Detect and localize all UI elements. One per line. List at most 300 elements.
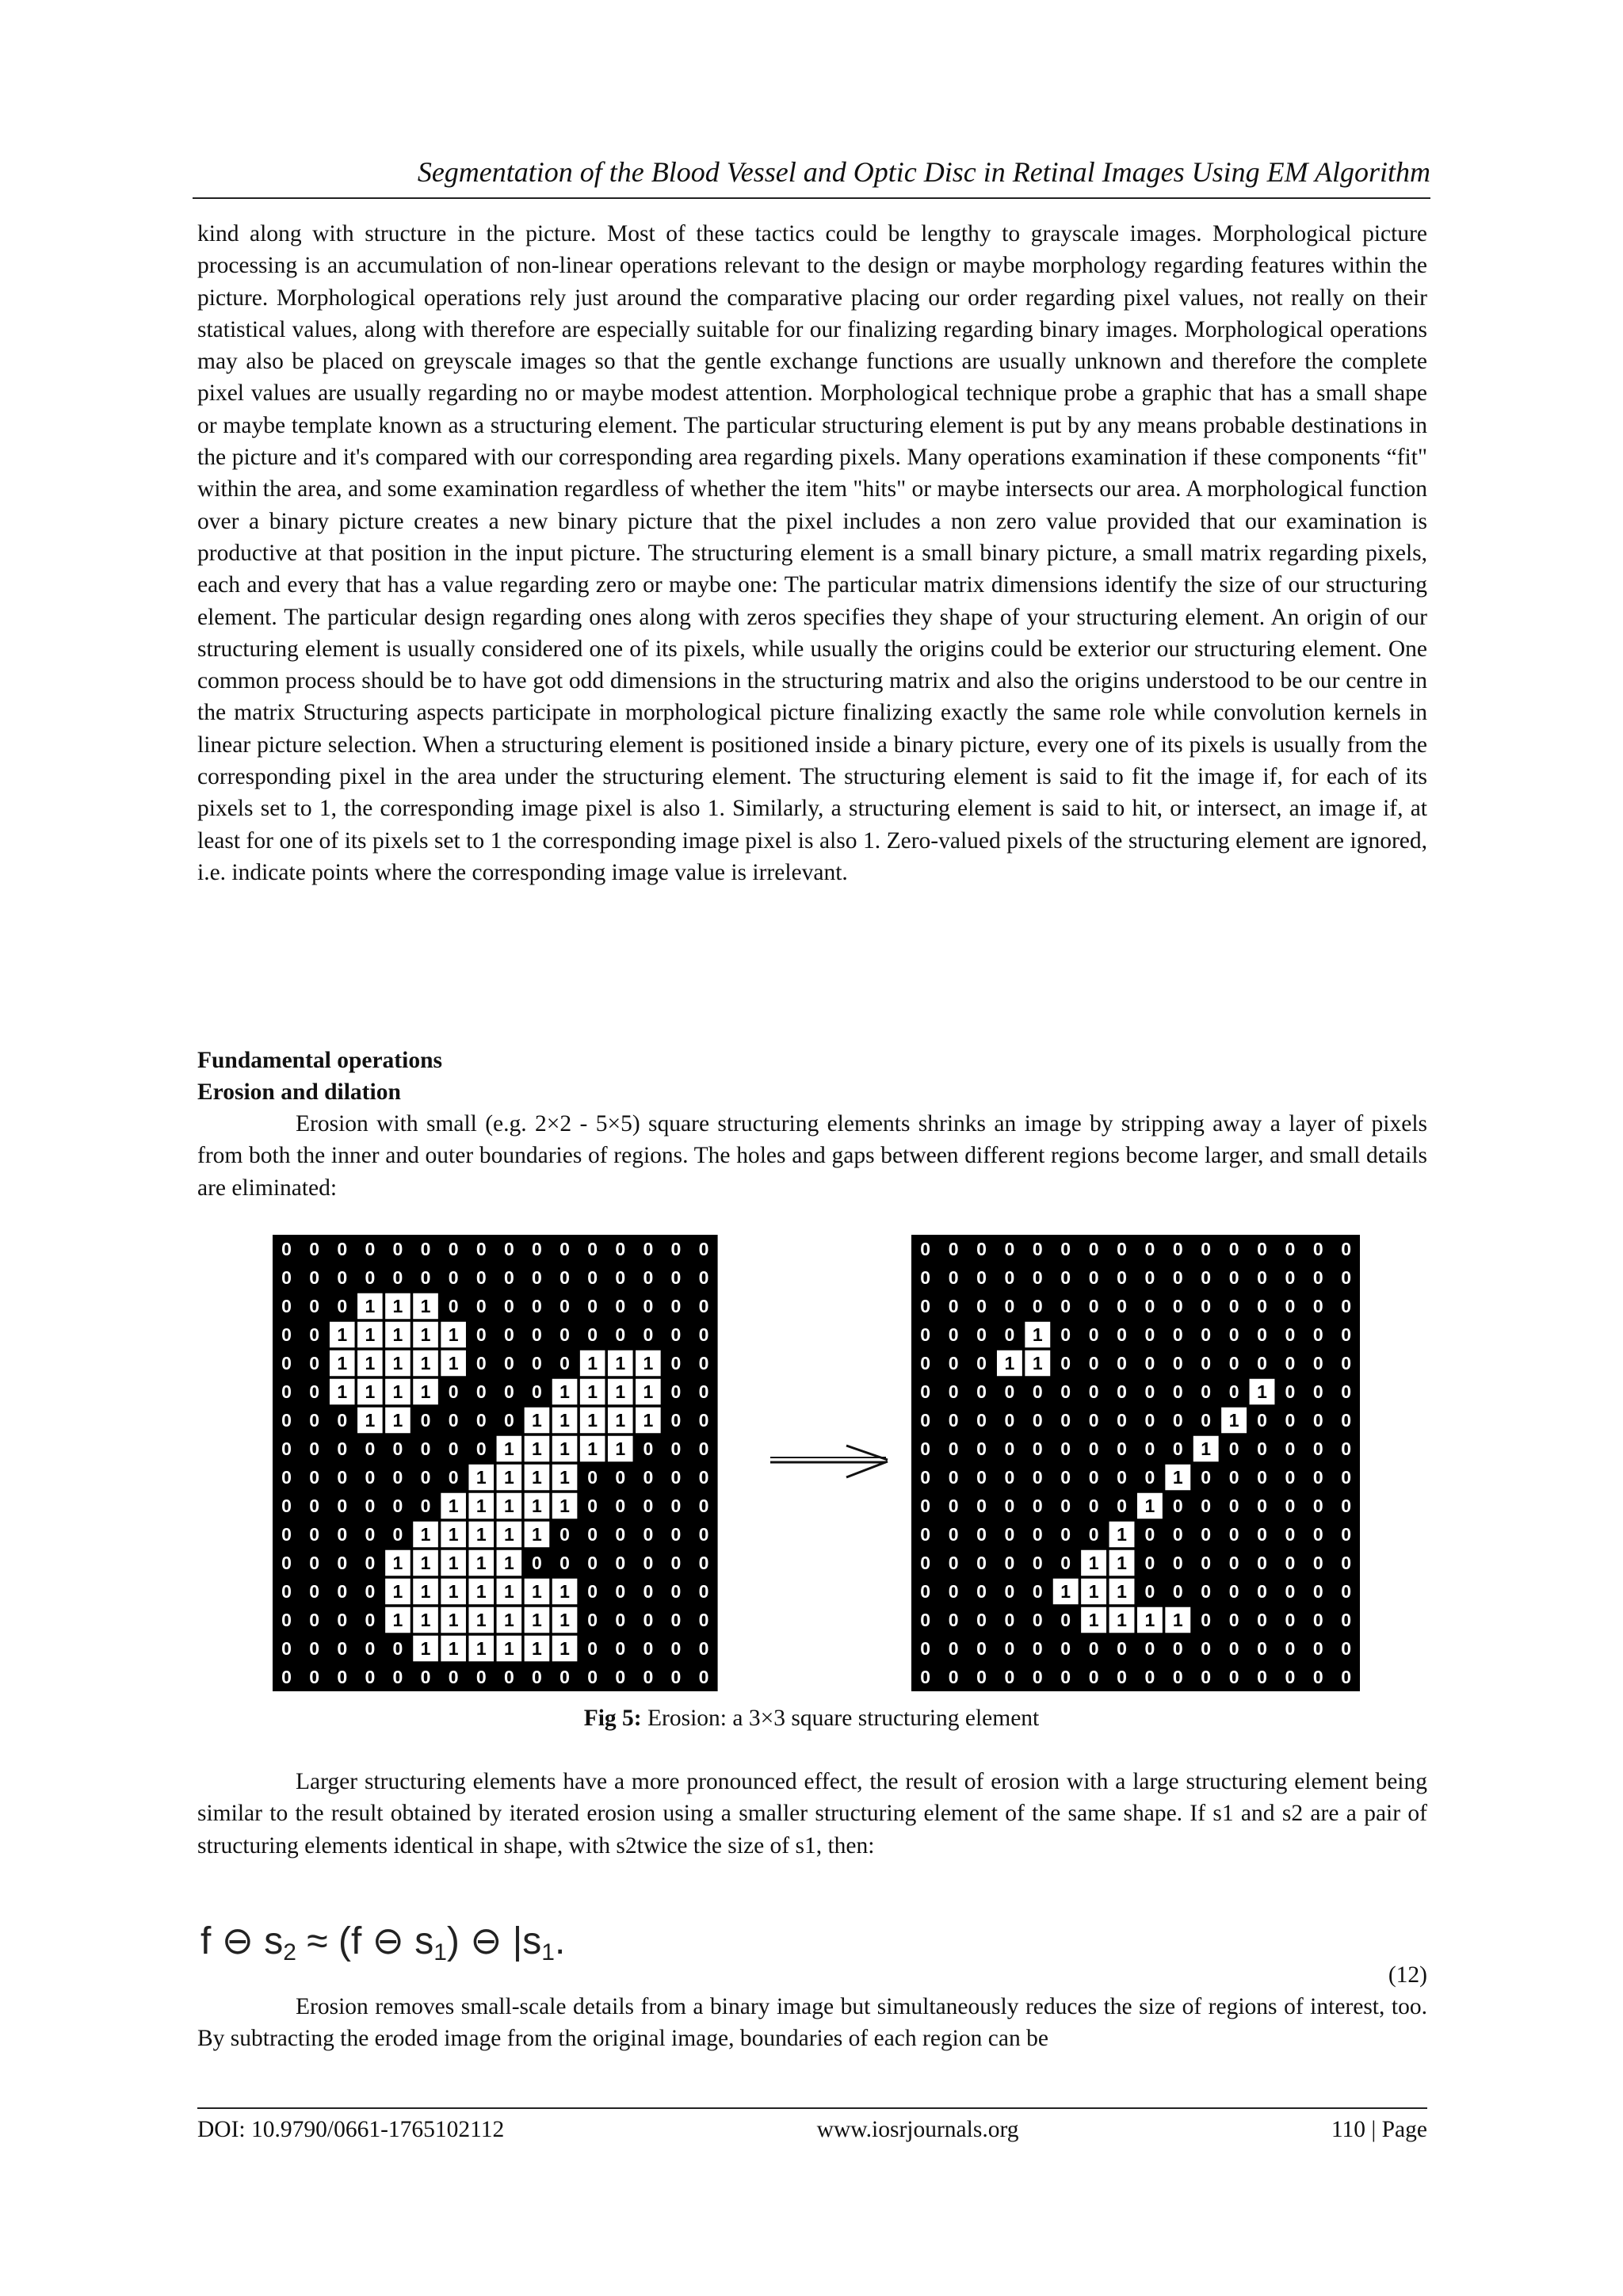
original-grid-digit-zero: 0 [670, 1524, 682, 1545]
eroded-grid-digit-zero: 0 [1172, 1438, 1183, 1459]
eroded-grid-digit-zero: 0 [1201, 1496, 1212, 1516]
eroded-grid-digit-zero: 0 [1144, 1353, 1155, 1373]
original-grid-digit-zero: 0 [698, 1638, 709, 1659]
eroded-grid-digit-zero: 0 [1172, 1267, 1183, 1288]
original-grid-digit-zero: 0 [698, 1353, 709, 1373]
original-grid-digit-one: 1 [392, 1324, 403, 1345]
eroded-grid-digit-zero: 0 [920, 1667, 931, 1687]
original-grid-digit-zero: 0 [670, 1467, 682, 1488]
original-grid-digit-zero: 0 [281, 1324, 292, 1345]
original-grid-digit-zero: 0 [281, 1267, 292, 1288]
original-grid-digit-zero: 0 [281, 1524, 292, 1545]
eroded-grid-digit-zero: 0 [1285, 1438, 1296, 1459]
eroded-grid-digit-zero: 0 [1060, 1638, 1071, 1659]
original-grid-digit-one: 1 [503, 1610, 514, 1630]
original-grid-digit-zero: 0 [448, 1381, 459, 1402]
original-grid-digit-zero: 0 [309, 1267, 320, 1288]
eroded-grid-digit-zero: 0 [1004, 1410, 1015, 1431]
eroded-grid-digit-zero: 0 [1257, 1524, 1267, 1545]
eroded-grid-digit-zero: 0 [1172, 1410, 1183, 1431]
eroded-grid-digit-zero: 0 [1228, 1524, 1239, 1545]
eroded-grid-digit-zero: 0 [920, 1381, 931, 1402]
original-grid-digit-zero: 0 [532, 1381, 542, 1402]
original-grid-digit-one: 1 [365, 1324, 376, 1345]
heading-fundamental-operations: Fundamental operations [197, 1048, 442, 1073]
eroded-grid-digit-zero: 0 [920, 1267, 931, 1288]
eroded-grid-digit-zero: 0 [1285, 1353, 1296, 1373]
original-grid-digit-one: 1 [392, 1353, 403, 1373]
eroded-grid-digit-zero: 0 [1172, 1239, 1183, 1259]
eroded-grid-digit-zero: 0 [1004, 1381, 1015, 1402]
original-grid-digit-one: 1 [448, 1581, 459, 1602]
original-grid-digit-zero: 0 [643, 1553, 654, 1573]
original-grid-digit-zero: 0 [698, 1381, 709, 1402]
original-grid-digit-zero: 0 [448, 1410, 459, 1431]
eroded-grid-digit-one: 1 [1032, 1353, 1043, 1373]
eroded-grid-digit-zero: 0 [1201, 1581, 1212, 1602]
eroded-grid-digit-zero: 0 [1144, 1267, 1155, 1288]
eroded-grid-digit-zero: 0 [1004, 1553, 1015, 1573]
footer-doi: DOI: 10.9790/0661-1765102112 [197, 2117, 505, 2142]
original-grid-digit-zero: 0 [475, 1381, 487, 1402]
eroded-grid-digit-zero: 0 [1228, 1381, 1239, 1402]
original-grid-digit-one: 1 [503, 1524, 514, 1545]
original-grid-digit-one: 1 [643, 1353, 654, 1373]
original-grid-digit-zero: 0 [281, 1410, 292, 1431]
eq-s1: s [414, 1920, 434, 1962]
eroded-grid-digit-zero: 0 [1172, 1667, 1183, 1687]
original-grid-digit-zero: 0 [615, 1553, 626, 1573]
eroded-grid-digit-zero: 0 [1088, 1438, 1099, 1459]
eroded-grid-digit-zero: 0 [1117, 1239, 1127, 1259]
original-grid-digit-zero: 0 [448, 1239, 459, 1259]
eroded-grid-digit-zero: 0 [1088, 1410, 1099, 1431]
eroded-grid-digit-zero: 0 [1172, 1581, 1183, 1602]
original-grid-digit-zero: 0 [615, 1638, 626, 1659]
eroded-grid-digit-zero: 0 [1201, 1410, 1212, 1431]
eroded-grid-digit-zero: 0 [1228, 1239, 1239, 1259]
eroded-grid-digit-zero: 0 [1341, 1438, 1352, 1459]
footer-website: www.iosrjournals.org [816, 2117, 1019, 2142]
eroded-grid-digit-zero: 0 [920, 1638, 931, 1659]
original-grid-digit-one: 1 [503, 1467, 514, 1488]
original-grid-digit-one: 1 [532, 1438, 542, 1459]
eroded-grid-digit-zero: 0 [1228, 1353, 1239, 1373]
eroded-grid-digit-zero: 0 [1088, 1353, 1099, 1373]
original-grid-digit-zero: 0 [365, 1496, 376, 1516]
eroded-grid-digit-zero: 0 [1312, 1239, 1323, 1259]
eroded-grid-digit-zero: 0 [1144, 1239, 1155, 1259]
eroded-grid-digit-zero: 0 [1257, 1553, 1267, 1573]
eq-sub1: 1 [433, 1939, 447, 1966]
eroded-grid-digit-zero: 0 [1228, 1638, 1239, 1659]
original-grid-digit-zero: 0 [587, 1239, 598, 1259]
eroded-grid-digit-zero: 0 [1088, 1496, 1099, 1516]
original-grid-digit-zero: 0 [420, 1267, 431, 1288]
eroded-grid-digit-one: 1 [1257, 1381, 1267, 1402]
eroded-grid-digit-zero: 0 [1285, 1496, 1296, 1516]
original-grid-digit-zero: 0 [643, 1524, 654, 1545]
original-grid-digit-one: 1 [392, 1381, 403, 1402]
original-grid-digit-one: 1 [337, 1381, 348, 1402]
original-grid-digit-zero: 0 [615, 1267, 626, 1288]
eroded-grid-digit-zero: 0 [1341, 1267, 1352, 1288]
eroded-grid-digit-zero: 0 [1257, 1324, 1267, 1345]
original-grid-digit-one: 1 [559, 1496, 570, 1516]
eq-approx: ≈ [307, 1920, 328, 1962]
original-grid-digit-one: 1 [475, 1610, 487, 1630]
original-grid-digit-one: 1 [392, 1581, 403, 1602]
eroded-grid-digit-one: 1 [1117, 1524, 1127, 1545]
original-grid-digit-zero: 0 [615, 1610, 626, 1630]
binary-image-original [273, 1235, 718, 1691]
original-grid-digit-zero: 0 [392, 1239, 403, 1259]
original-grid-digit-one: 1 [448, 1324, 459, 1345]
original-grid-digit-one: 1 [503, 1581, 514, 1602]
original-grid-digit-zero: 0 [448, 1438, 459, 1459]
original-grid-digit-one: 1 [587, 1438, 598, 1459]
eroded-grid-digit-zero: 0 [1088, 1267, 1099, 1288]
eroded-grid-digit-zero: 0 [1257, 1353, 1267, 1373]
eroded-grid-digit-zero: 0 [1060, 1267, 1071, 1288]
original-grid-digit-one: 1 [448, 1496, 459, 1516]
eroded-grid-digit-zero: 0 [1172, 1496, 1183, 1516]
paragraph-erosion-intro: Erosion with small (e.g. 2×2 - 5×5) square structuring elements shrinks an image by stripping away a layer of pixels from both the inner and outer boundaries of regions. The holes and gaps between different regions become larger, and small details are eliminated: [197, 1111, 1427, 1201]
eroded-grid-digit-zero: 0 [1117, 1296, 1127, 1316]
eroded-grid-digit-zero: 0 [1257, 1610, 1267, 1630]
eroded-grid-digit-zero: 0 [1117, 1496, 1127, 1516]
original-grid-digit-zero: 0 [643, 1438, 654, 1459]
eroded-grid-digit-zero: 0 [1088, 1667, 1099, 1687]
eroded-grid-digit-zero: 0 [1032, 1496, 1043, 1516]
eroded-grid-digit-zero: 0 [1312, 1267, 1323, 1288]
original-grid-digit-one: 1 [503, 1553, 514, 1573]
figure-left-grid [273, 1235, 718, 1695]
eroded-grid-digit-zero: 0 [1060, 1353, 1071, 1373]
eroded-grid-digit-zero: 0 [976, 1524, 987, 1545]
eroded-grid-digit-zero: 0 [1285, 1524, 1296, 1545]
eroded-grid-digit-zero: 0 [1004, 1581, 1015, 1602]
original-grid-digit-zero: 0 [698, 1467, 709, 1488]
eroded-grid-digit-zero: 0 [920, 1410, 931, 1431]
eroded-grid-digit-zero: 0 [1257, 1410, 1267, 1431]
eroded-grid-digit-zero: 0 [1004, 1296, 1015, 1316]
original-grid-digit-zero: 0 [392, 1438, 403, 1459]
eroded-grid-digit-zero: 0 [1117, 1467, 1127, 1488]
eroded-grid-digit-zero: 0 [1004, 1667, 1015, 1687]
original-grid-digit-zero: 0 [670, 1410, 682, 1431]
original-grid-digit-zero: 0 [309, 1239, 320, 1259]
original-grid-digit-zero: 0 [420, 1438, 431, 1459]
eroded-grid-digit-zero: 0 [976, 1353, 987, 1373]
eroded-grid-digit-zero: 0 [920, 1581, 931, 1602]
eroded-grid-digit-zero: 0 [1312, 1296, 1323, 1316]
eroded-grid-digit-zero: 0 [948, 1667, 959, 1687]
eroded-grid-digit-zero: 0 [948, 1296, 959, 1316]
original-grid-digit-one: 1 [420, 1638, 431, 1659]
original-grid-digit-zero: 0 [503, 1296, 514, 1316]
original-grid-digit-zero: 0 [698, 1324, 709, 1345]
eroded-grid-digit-zero: 0 [1032, 1381, 1043, 1402]
original-grid-digit-zero: 0 [615, 1496, 626, 1516]
original-grid-digit-one: 1 [420, 1296, 431, 1316]
original-grid-digit-one: 1 [643, 1410, 654, 1431]
eroded-grid-digit-zero: 0 [1312, 1438, 1323, 1459]
eroded-grid-digit-one: 1 [1088, 1553, 1099, 1573]
eroded-grid-digit-zero: 0 [1032, 1553, 1043, 1573]
eroded-grid-digit-zero: 0 [948, 1267, 959, 1288]
original-grid-digit-one: 1 [559, 1638, 570, 1659]
eroded-grid-digit-zero: 0 [1032, 1638, 1043, 1659]
original-grid-digit-one: 1 [587, 1353, 598, 1373]
original-grid-digit-one: 1 [532, 1524, 542, 1545]
eroded-grid-digit-zero: 0 [1117, 1324, 1127, 1345]
original-grid-digit-one: 1 [475, 1496, 487, 1516]
eroded-grid-digit-zero: 0 [1117, 1410, 1127, 1431]
eroded-grid-digit-zero: 0 [1004, 1239, 1015, 1259]
eroded-grid-digit-zero: 0 [1312, 1524, 1323, 1545]
eroded-grid-digit-zero: 0 [1060, 1467, 1071, 1488]
eroded-grid-digit-zero: 0 [920, 1438, 931, 1459]
original-grid-digit-one: 1 [503, 1496, 514, 1516]
original-grid-digit-zero: 0 [587, 1296, 598, 1316]
eroded-grid-digit-zero: 0 [1004, 1496, 1015, 1516]
eroded-grid-digit-one: 1 [1172, 1610, 1183, 1630]
eroded-grid-digit-zero: 0 [920, 1296, 931, 1316]
original-grid-digit-zero: 0 [309, 1381, 320, 1402]
eroded-grid-digit-zero: 0 [1285, 1553, 1296, 1573]
original-grid-digit-zero: 0 [392, 1667, 403, 1687]
eroded-grid-digit-zero: 0 [1285, 1410, 1296, 1431]
eroded-grid-digit-zero: 0 [1004, 1638, 1015, 1659]
original-grid-digit-zero: 0 [281, 1581, 292, 1602]
original-grid-digit-one: 1 [420, 1381, 431, 1402]
original-grid-digit-zero: 0 [337, 1496, 348, 1516]
eroded-grid-digit-zero: 0 [1032, 1410, 1043, 1431]
eroded-grid-digit-zero: 0 [1172, 1524, 1183, 1545]
eroded-grid-digit-zero: 0 [1004, 1438, 1015, 1459]
eq-s: s [264, 1920, 284, 1962]
eroded-grid-digit-zero: 0 [976, 1610, 987, 1630]
original-grid-digit-zero: 0 [420, 1496, 431, 1516]
original-grid-digit-zero: 0 [475, 1410, 487, 1431]
original-grid-digit-zero: 0 [587, 1267, 598, 1288]
eroded-grid-digit-zero: 0 [1228, 1267, 1239, 1288]
eroded-grid-digit-zero: 0 [1088, 1324, 1099, 1345]
eroded-grid-digit-zero: 0 [1312, 1553, 1323, 1573]
eroded-grid-digit-zero: 0 [1228, 1324, 1239, 1345]
original-grid-digit-zero: 0 [670, 1438, 682, 1459]
eroded-grid-digit-zero: 0 [1312, 1496, 1323, 1516]
eroded-grid-digit-one: 1 [1144, 1496, 1155, 1516]
eroded-grid-digit-zero: 0 [1004, 1524, 1015, 1545]
original-grid-digit-one: 1 [365, 1410, 376, 1431]
heading-erosion-dilation: Erosion and dilation [197, 1079, 401, 1105]
eroded-grid-digit-zero: 0 [1257, 1667, 1267, 1687]
original-grid-digit-one: 1 [420, 1553, 431, 1573]
original-grid-digit-one: 1 [448, 1638, 459, 1659]
eroded-grid-digit-zero: 0 [1144, 1438, 1155, 1459]
eroded-grid-digit-zero: 0 [1172, 1324, 1183, 1345]
eroded-grid-digit-zero: 0 [1144, 1524, 1155, 1545]
eroded-grid-digit-zero: 0 [948, 1381, 959, 1402]
original-grid-digit-zero: 0 [309, 1638, 320, 1659]
eroded-grid-digit-zero: 0 [976, 1553, 987, 1573]
eroded-grid-digit-zero: 0 [1228, 1438, 1239, 1459]
original-grid-digit-one: 1 [392, 1553, 403, 1573]
eroded-grid-digit-zero: 0 [1172, 1353, 1183, 1373]
original-grid-digit-zero: 0 [309, 1553, 320, 1573]
eroded-grid-digit-zero: 0 [948, 1524, 959, 1545]
original-grid-digit-zero: 0 [587, 1324, 598, 1345]
original-grid-digit-one: 1 [365, 1381, 376, 1402]
eroded-grid-digit-zero: 0 [920, 1353, 931, 1373]
original-grid-digit-zero: 0 [365, 1239, 376, 1259]
original-grid-digit-zero: 0 [337, 1410, 348, 1431]
eroded-grid-digit-zero: 0 [1341, 1610, 1352, 1630]
eroded-grid-digit-one: 1 [1117, 1610, 1127, 1630]
original-grid-digit-one: 1 [475, 1638, 487, 1659]
eroded-grid-digit-zero: 0 [1088, 1524, 1099, 1545]
eroded-grid-digit-zero: 0 [1060, 1438, 1071, 1459]
eroded-grid-digit-zero: 0 [976, 1381, 987, 1402]
original-grid-digit-zero: 0 [698, 1410, 709, 1431]
eq-erosion-op-3: ⊖ [470, 1920, 502, 1962]
eroded-grid-digit-zero: 0 [1341, 1324, 1352, 1345]
original-grid-digit-zero: 0 [392, 1267, 403, 1288]
eroded-grid-digit-zero: 0 [1060, 1239, 1071, 1259]
eroded-grid-digit-zero: 0 [976, 1667, 987, 1687]
original-grid-digit-zero: 0 [698, 1524, 709, 1545]
original-grid-digit-zero: 0 [670, 1496, 682, 1516]
original-grid-digit-zero: 0 [559, 1524, 570, 1545]
original-grid-digit-zero: 0 [281, 1667, 292, 1687]
eroded-grid-digit-zero: 0 [1228, 1667, 1239, 1687]
original-grid-digit-zero: 0 [503, 1410, 514, 1431]
original-grid-digit-zero: 0 [475, 1667, 487, 1687]
original-grid-digit-zero: 0 [670, 1667, 682, 1687]
original-grid-digit-one: 1 [615, 1353, 626, 1373]
paragraph-larger-elements: Larger structuring elements have a more pronounced effect, the result of erosion with a large structuring element being similar to the result obtained by iterated erosion using a smaller structuring element of the same shape. If s1 and s2 are a pair of structuring elements identical in shape, with s2twice the size of s1, then: [197, 1769, 1427, 1859]
original-grid-digit-zero: 0 [670, 1324, 682, 1345]
eroded-grid-digit-zero: 0 [948, 1610, 959, 1630]
original-grid-digit-zero: 0 [309, 1667, 320, 1687]
eroded-grid-digit-zero: 0 [1201, 1267, 1212, 1288]
eroded-grid-digit-zero: 0 [1201, 1353, 1212, 1373]
original-grid-digit-zero: 0 [643, 1638, 654, 1659]
eroded-grid-digit-zero: 0 [1004, 1467, 1015, 1488]
original-grid-digit-zero: 0 [698, 1581, 709, 1602]
figure-caption [0, 1702, 1623, 1734]
eroded-grid-digit-zero: 0 [976, 1438, 987, 1459]
original-grid-digit-zero: 0 [337, 1296, 348, 1316]
eroded-grid-digit-zero: 0 [1117, 1267, 1127, 1288]
eroded-grid-digit-zero: 0 [1228, 1496, 1239, 1516]
eroded-grid-digit-zero: 0 [1341, 1353, 1352, 1373]
equation-12 [200, 1920, 565, 1975]
original-grid-digit-zero: 0 [587, 1581, 598, 1602]
original-grid-digit-zero: 0 [392, 1524, 403, 1545]
original-grid-digit-one: 1 [475, 1524, 487, 1545]
original-grid-digit-zero: 0 [337, 1581, 348, 1602]
eroded-grid-digit-zero: 0 [1257, 1638, 1267, 1659]
eroded-grid-digit-zero: 0 [1088, 1239, 1099, 1259]
eroded-grid-digit-zero: 0 [1341, 1524, 1352, 1545]
eroded-grid-digit-zero: 0 [1144, 1581, 1155, 1602]
eroded-grid-digit-zero: 0 [1312, 1381, 1323, 1402]
eroded-grid-digit-zero: 0 [1285, 1667, 1296, 1687]
eroded-grid-digit-one: 1 [1228, 1410, 1239, 1431]
eroded-grid-digit-zero: 0 [1312, 1610, 1323, 1630]
original-grid-digit-zero: 0 [365, 1467, 376, 1488]
eroded-grid-digit-zero: 0 [1285, 1638, 1296, 1659]
original-grid-digit-one: 1 [392, 1410, 403, 1431]
original-grid-digit-zero: 0 [503, 1353, 514, 1373]
eroded-grid-digit-zero: 0 [1201, 1610, 1212, 1630]
original-grid-digit-zero: 0 [670, 1296, 682, 1316]
original-grid-digit-zero: 0 [670, 1353, 682, 1373]
eroded-grid-digit-zero: 0 [1285, 1381, 1296, 1402]
original-grid-digit-zero: 0 [365, 1438, 376, 1459]
original-grid-digit-zero: 0 [309, 1467, 320, 1488]
eq-end: |s [512, 1920, 542, 1962]
original-grid-digit-zero: 0 [615, 1524, 626, 1545]
eroded-grid-digit-zero: 0 [1312, 1667, 1323, 1687]
eroded-grid-digit-zero: 0 [1341, 1581, 1352, 1602]
original-grid-digit-zero: 0 [365, 1667, 376, 1687]
eq-close: ) [446, 1920, 460, 1962]
original-grid-digit-one: 1 [420, 1524, 431, 1545]
original-grid-digit-zero: 0 [281, 1438, 292, 1459]
eroded-grid-digit-zero: 0 [1285, 1324, 1296, 1345]
eroded-grid-digit-zero: 0 [1285, 1239, 1296, 1259]
original-grid-digit-zero: 0 [337, 1524, 348, 1545]
original-grid-digit-zero: 0 [643, 1610, 654, 1630]
original-grid-digit-one: 1 [420, 1353, 431, 1373]
eroded-grid-digit-zero: 0 [1257, 1581, 1267, 1602]
original-grid-digit-zero: 0 [698, 1610, 709, 1630]
original-grid-digit-zero: 0 [643, 1667, 654, 1687]
original-grid-digit-zero: 0 [281, 1610, 292, 1630]
eroded-grid-digit-zero: 0 [1285, 1267, 1296, 1288]
eroded-grid-digit-one: 1 [1088, 1610, 1099, 1630]
original-grid-digit-one: 1 [503, 1638, 514, 1659]
original-grid-digit-zero: 0 [309, 1496, 320, 1516]
original-grid-digit-one: 1 [532, 1467, 542, 1488]
eroded-grid-digit-zero: 0 [1060, 1667, 1071, 1687]
eroded-grid-digit-zero: 0 [976, 1581, 987, 1602]
original-grid-digit-zero: 0 [587, 1496, 598, 1516]
original-grid-digit-one: 1 [337, 1324, 348, 1345]
eroded-grid-digit-zero: 0 [1201, 1324, 1212, 1345]
eroded-grid-digit-zero: 0 [1312, 1638, 1323, 1659]
eroded-grid-digit-one: 1 [1060, 1581, 1071, 1602]
eroded-grid-digit-zero: 0 [1312, 1324, 1323, 1345]
original-grid-digit-zero: 0 [532, 1324, 542, 1345]
eroded-grid-digit-zero: 0 [1144, 1381, 1155, 1402]
eroded-grid-digit-zero: 0 [948, 1353, 959, 1373]
original-grid-digit-zero: 0 [670, 1581, 682, 1602]
eroded-grid-digit-zero: 0 [1032, 1438, 1043, 1459]
original-grid-digit-zero: 0 [337, 1553, 348, 1573]
original-grid-digit-zero: 0 [309, 1610, 320, 1630]
original-grid-digit-zero: 0 [309, 1524, 320, 1545]
eroded-grid-digit-zero: 0 [976, 1296, 987, 1316]
eroded-grid-digit-zero: 0 [1172, 1296, 1183, 1316]
eroded-grid-digit-zero: 0 [1201, 1553, 1212, 1573]
original-grid-digit-one: 1 [532, 1638, 542, 1659]
eroded-grid-digit-zero: 0 [1257, 1296, 1267, 1316]
